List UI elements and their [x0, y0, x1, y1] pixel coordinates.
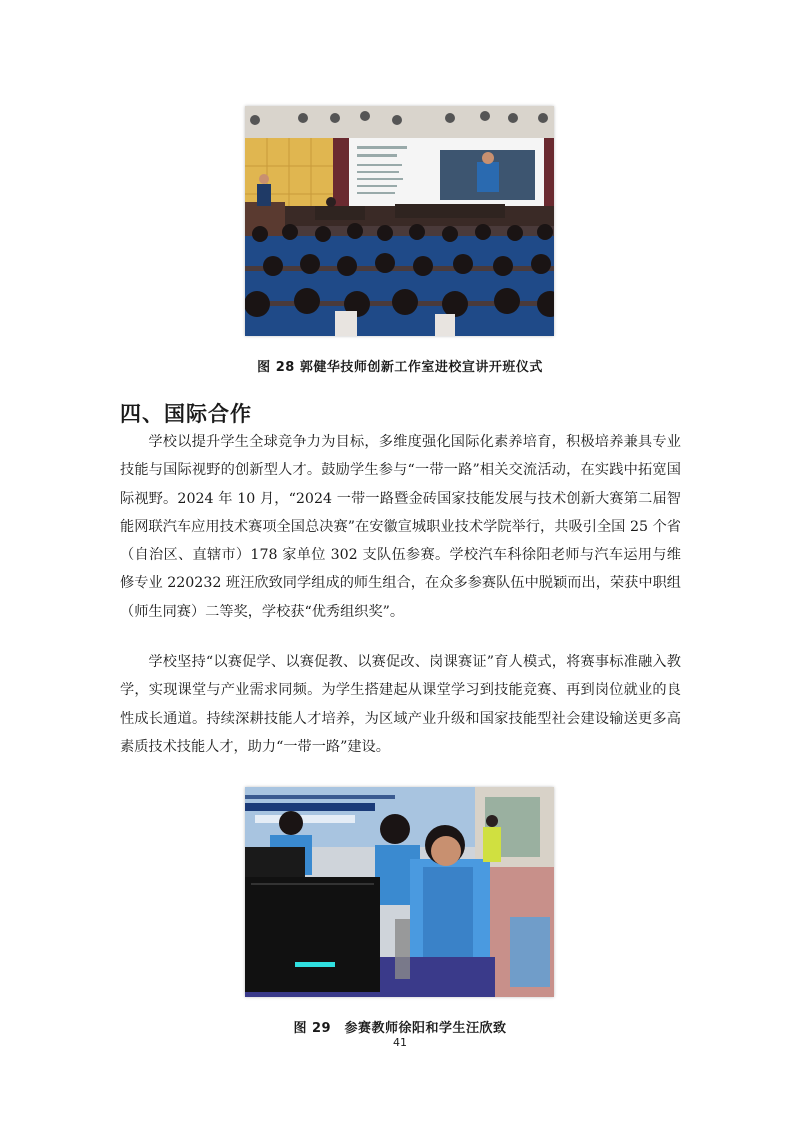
figure-29-caption: 图 29 参赛教师徐阳和学生汪欣致: [293, 1021, 507, 1036]
page-number: 41: [393, 1036, 407, 1049]
paragraph-2: 学校坚持“以赛促学、以赛促教、以赛促改、岗课赛证”育人模式，将赛事标准融入教学，实现课堂与产业需求同频。为学生搭建起从课堂学习到技能竞赛、再到岗位就业的良性成长通道。持续深耕技能人才培养，为区域产业升级和国家技能型社会建设输送更多高素质技术技能人才，助力“一带一路”建设。: [120, 654, 681, 755]
figure-28-photo: [245, 106, 554, 336]
lecture-hall-image: [245, 106, 554, 336]
figure-29-photo: [245, 787, 554, 997]
section-heading: 四、国际合作: [120, 402, 252, 426]
competition-image: [245, 787, 554, 997]
figure-28-caption: 图 28 郭健华技师创新工作室进校宣讲开班仪式: [257, 360, 543, 375]
paragraph-1: 学校以提升学生全球竞争力为目标，多维度强化国际化素养培育，积极培养兼具专业技能与国际视野的创新型人才。鼓励学生参与“一带一路”相关交流活动，在实践中拓宽国际视野。2024 年 10 月，“2024 一带一路暨金砖国家技能发展与技术创新大赛第二届智能网联汽车应用技术赛项全国总决赛”在安徽宣城职业技术学院举行，共吸引全国 25 个省（自治区、直辖市）178 家单位 302 支队伍参赛。学校汽车科徐阳老师与汽车运用与维修专业 220232 班汪欣致同学组成的师生组合，在众多参赛队伍中脱颖而出，荣获中职组（师生同赛）二等奖，学校获“优秀组织奖”。: [120, 434, 681, 620]
